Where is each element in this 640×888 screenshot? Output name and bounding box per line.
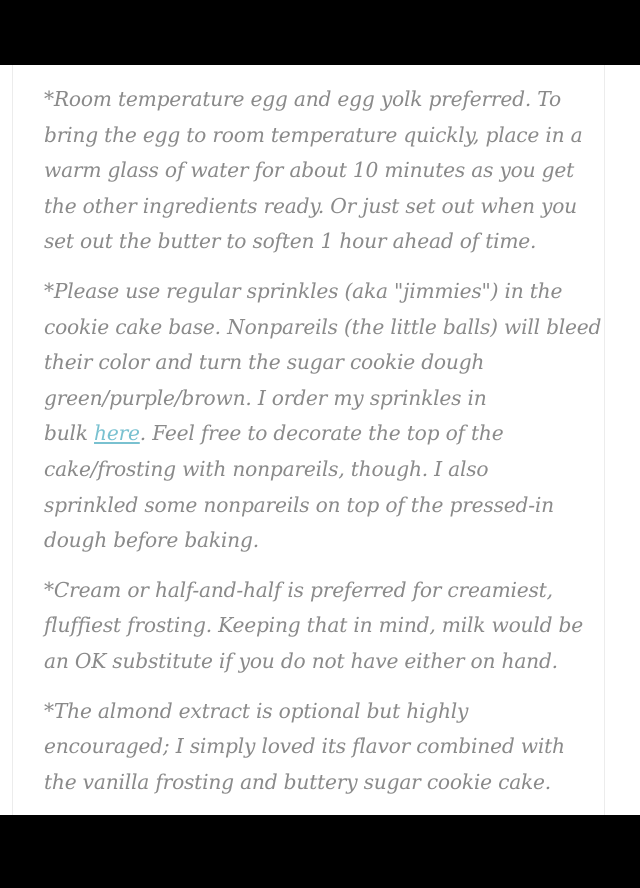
note-line: dough before baking. (44, 528, 259, 553)
note-cream (44, 573, 604, 680)
note-line: *Please use regular sprinkles (aka "jimmies") in the (44, 278, 563, 303)
note-line: fluffiest frosting. Keeping that in mind, milk would be (44, 613, 584, 638)
note-paragraph (44, 274, 604, 559)
note-line: *The almond extract is optional but highly (44, 698, 469, 723)
note-paragraph (44, 82, 604, 260)
note-line: their color and turn the sugar cookie dough (44, 350, 485, 375)
note-line: green/purple/brown. I order my sprinkles in (44, 385, 487, 410)
note-line-with-link (44, 416, 604, 452)
link-line-before: bulk (44, 421, 95, 446)
top-black-bar (0, 0, 640, 65)
note-line: the vanilla frosting and buttery sugar cookie cake. (44, 769, 552, 794)
note-line: *Room temperature egg and egg yolk preferred. To (44, 87, 561, 111)
note-line: cake/frosting with nonpareils, though. I also (44, 456, 489, 481)
note-egg-temperature (44, 82, 604, 260)
note-line: encouraged; I simply loved its flavor combined with (44, 734, 565, 759)
note-line: sprinkled some nonpareils on top of the pressed-in (44, 492, 554, 517)
note-almond-extract (44, 694, 604, 801)
note-line: warm glass of water for about 10 minutes as you get (44, 158, 575, 183)
web-page[interactable] (0, 65, 640, 815)
note-paragraph (44, 573, 604, 680)
note-line: an OK substitute if you do not have either on hand. (44, 648, 558, 673)
note-line: *Cream or half-and-half is preferred for creamiest, (44, 577, 553, 602)
recipe-notes (44, 82, 604, 814)
article-content (12, 65, 605, 815)
note-paragraph (44, 694, 604, 801)
bottom-black-bar (0, 815, 640, 888)
sprinkles-here-link[interactable]: here (94, 421, 140, 446)
note-line: the other ingredients ready. Or just set out when you (44, 193, 577, 218)
note-sprinkles (44, 274, 604, 559)
note-line: bring the egg to room temperature quickly, place in a (44, 122, 583, 147)
note-line: set out the butter to soften 1 hour ahead of time. (44, 229, 537, 254)
link-line-after: . Feel free to decorate the top of the (139, 421, 504, 446)
note-line: cookie cake base. Nonpareils (the little balls) will bleed (44, 314, 602, 339)
